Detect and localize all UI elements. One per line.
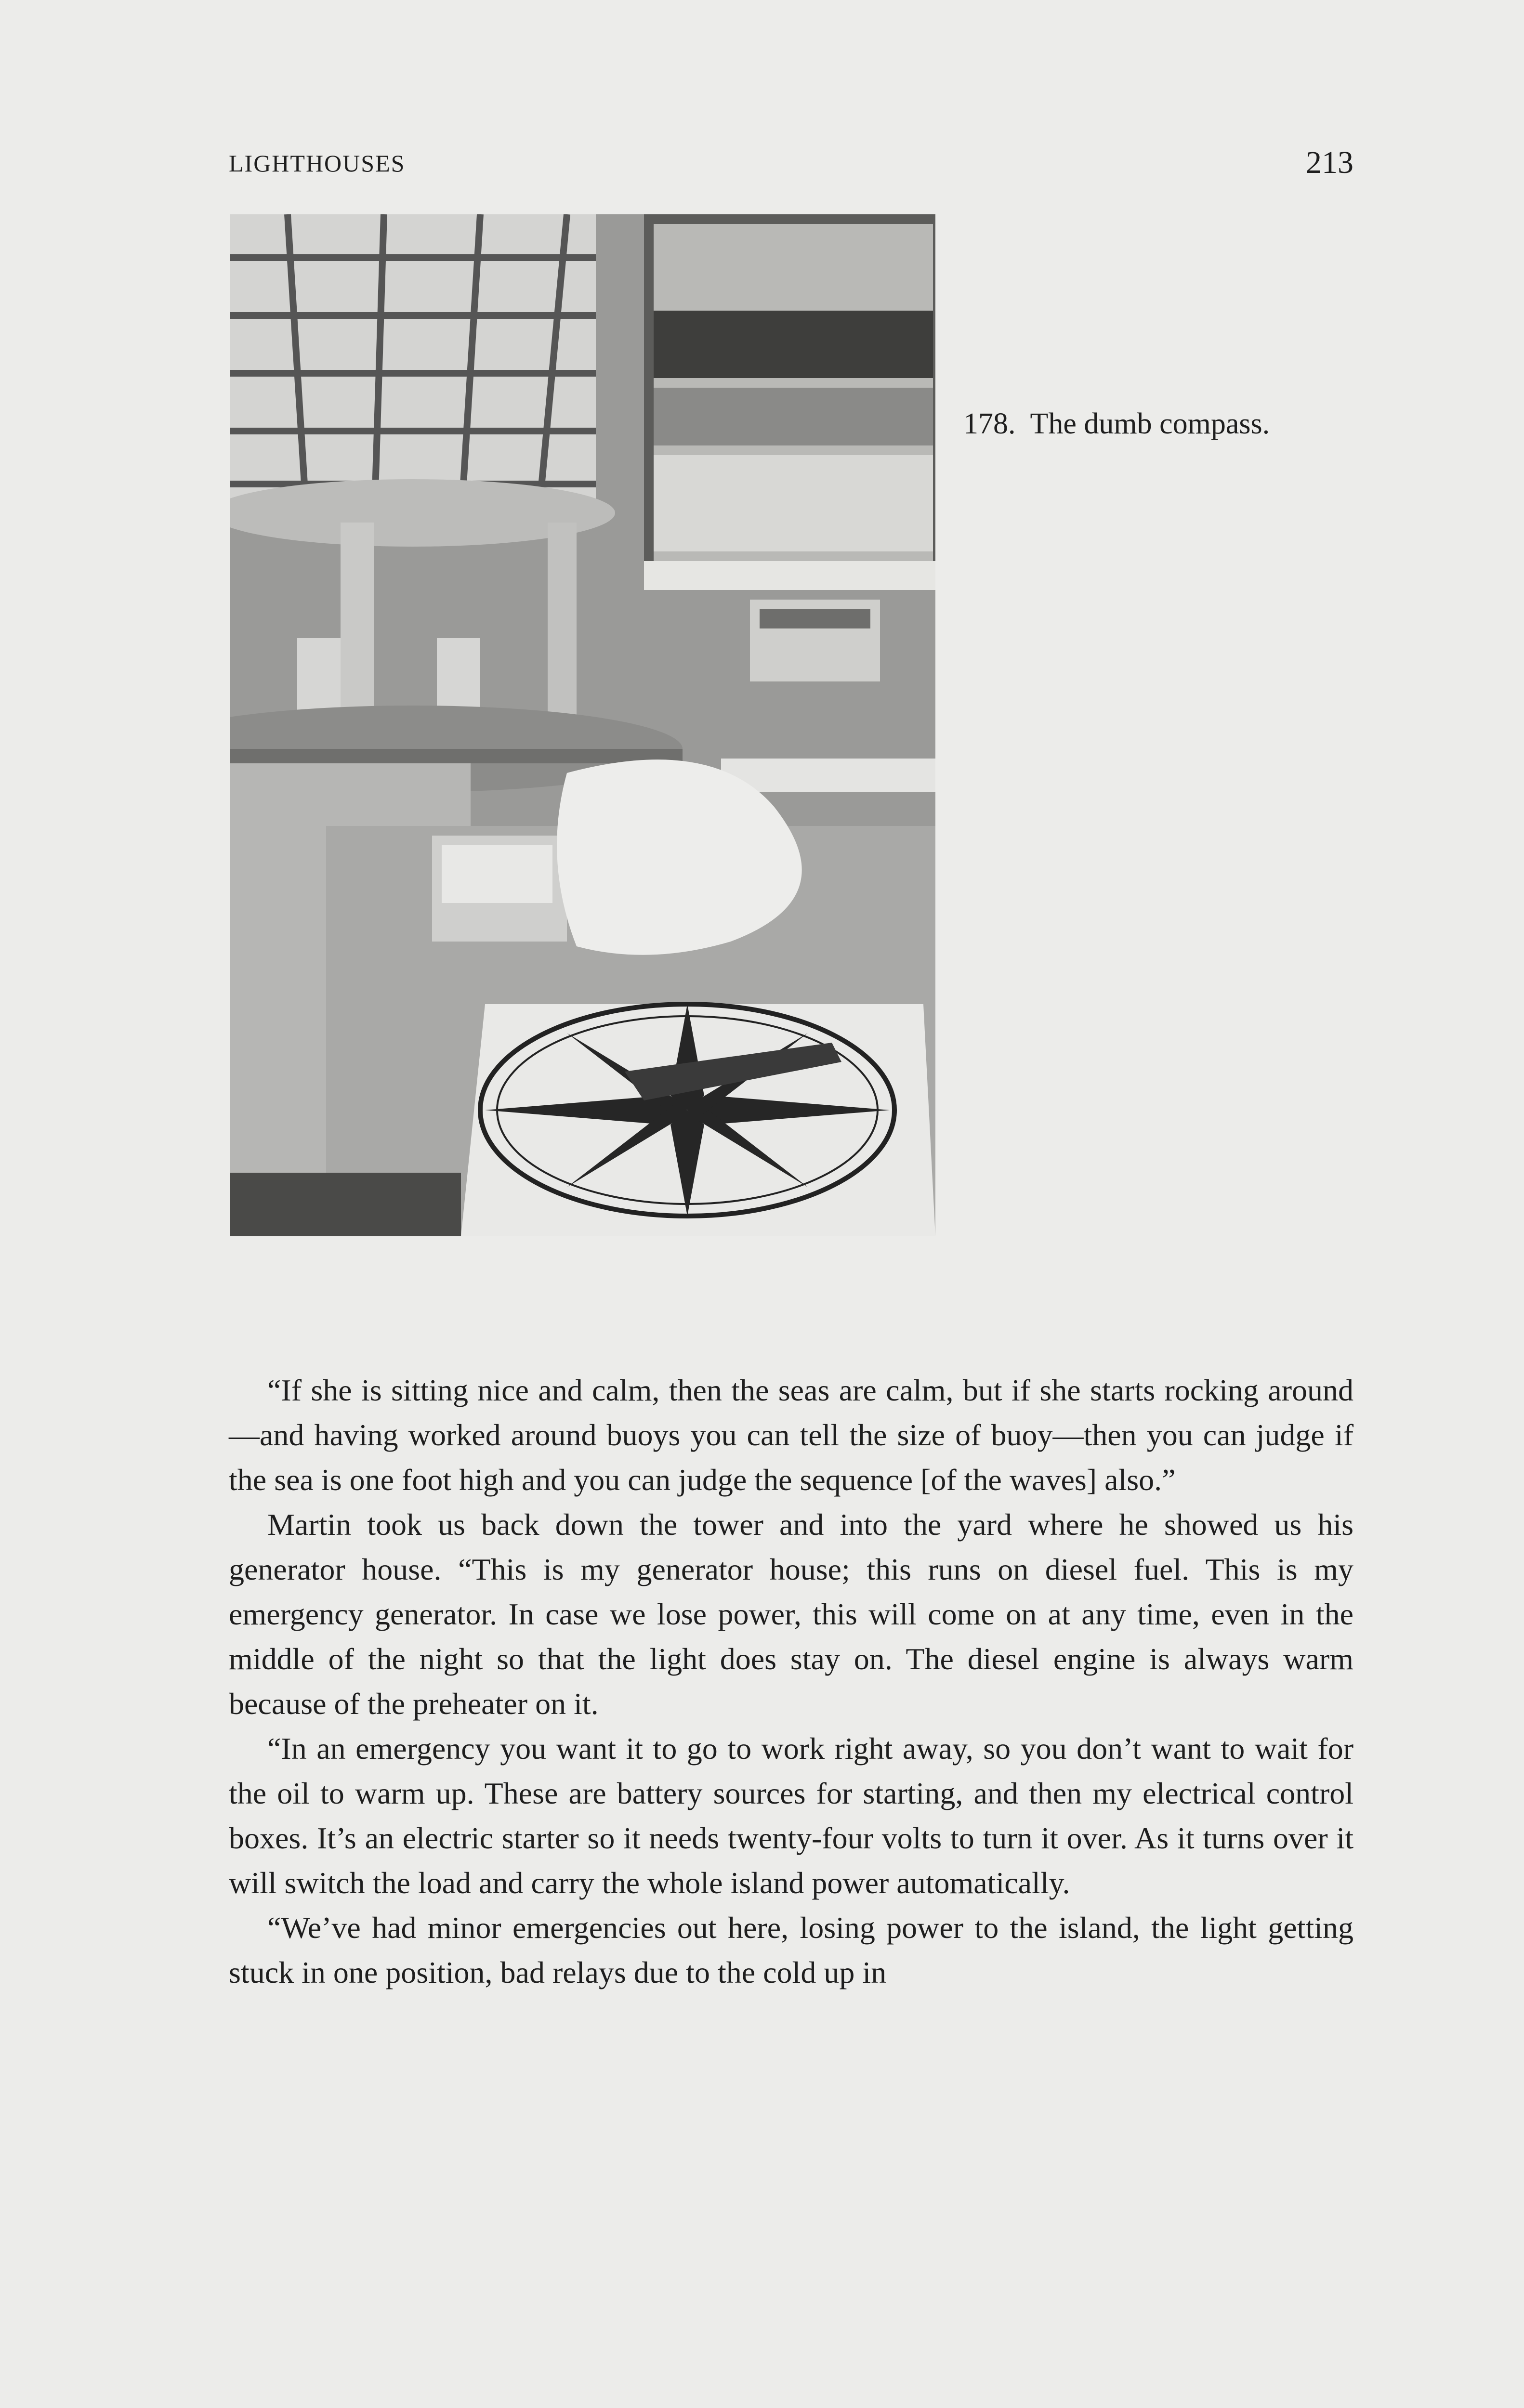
figure-number: 178. [963,407,1016,440]
page-number: 213 [1306,145,1353,180]
paragraph: Martin took us back down the tower and into the yard where he showed us his generator house. “This is my generator house; this runs on diesel fuel. This is my emergency generator. In case we lose power, this will come on at any time, even in the middle of the night so that the light does stay on. The diesel engine is always warm because of the preheater on it. [229,1507,1353,1721]
paragraph: “If she is sitting nice and calm, then the seas are calm, but if she starts rocking around—and having worked around buoys you can tell the size of buoy—then you can judge if the sea is one foot high and you can judge the sequence [of the waves] also.” [229,1373,1353,1497]
figure-caption [963,407,1270,441]
paragraph: “We’ve had minor emergencies out here, losing power to the island, the light getting stuck in one position, bad relays due to the cold up in [229,1911,1353,1989]
figure-caption-text: The dumb compass. [1030,407,1270,440]
body-text [229,1368,1353,1995]
photograph-dumb-compass [230,214,935,1236]
photo-illustration [230,214,935,1236]
running-head: LIGHTHOUSES [229,150,406,177]
paragraph: “In an emergency you want it to go to work right away, so you don’t want to wait for the oil to warm up. These are battery sources for starting, and then my electrical control boxes. It’s an electric starter so it needs twenty-four volts to turn it over. As it turns over it will switch the load and carry the whole island power automatically. [229,1731,1353,1900]
